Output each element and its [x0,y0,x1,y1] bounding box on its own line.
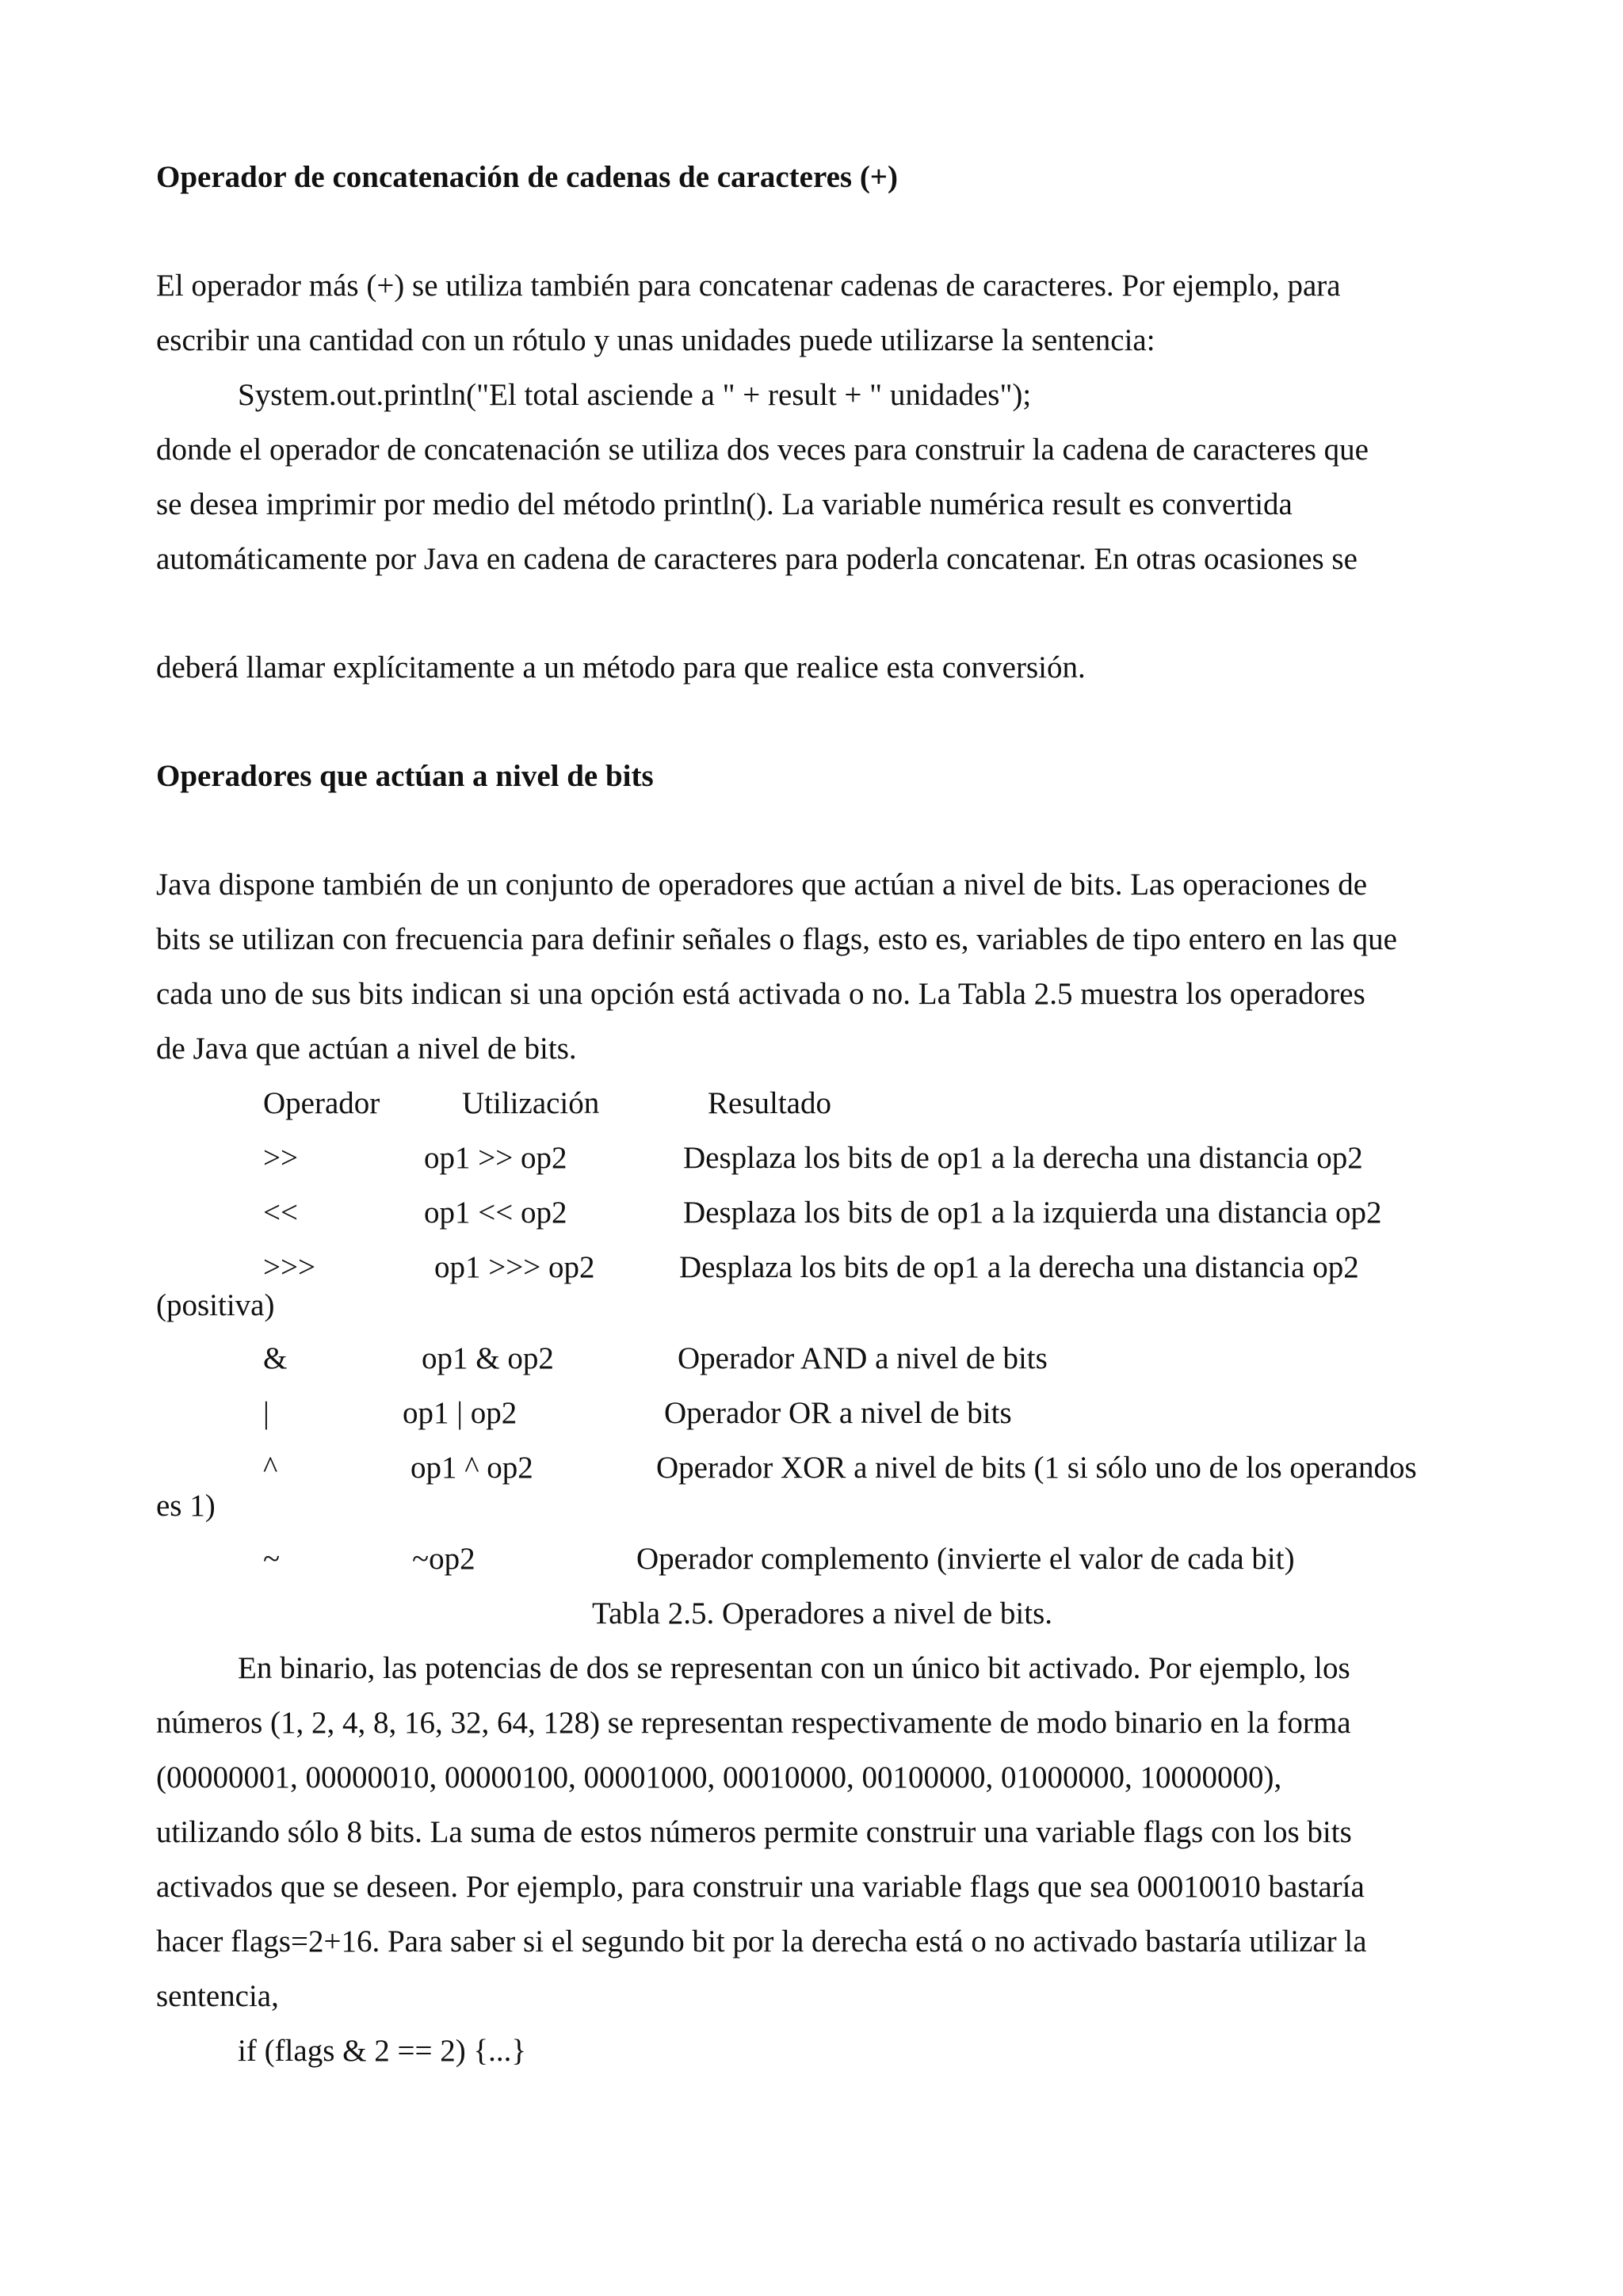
paragraph-line: sentencia, [156,1979,279,2013]
table-cell-result: Operador complemento (invierte el valor de cada bit) [636,1542,1295,1576]
paragraph-line: utilizando sólo 8 bits. La suma de estos números permite construir una variable flags con los bits [156,1815,1352,1849]
paragraph-line: donde el operador de concatenación se utiliza dos veces para construir la cadena de caracteres que [156,433,1369,467]
table-cell-operator: & [263,1341,288,1375]
table-cell-usage: op1 >>> op2 [434,1250,595,1284]
paragraph-line: En binario, las potencias de dos se representan con un único bit activado. Por ejemplo, los [238,1651,1350,1685]
code-line: if (flags & 2 == 2) {...} [238,2034,527,2068]
table-caption: Tabla 2.5. Operadores a nivel de bits. [592,1596,1053,1630]
paragraph-line: Java dispone también de un conjunto de operadores que actúan a nivel de bits. Las operaciones de [156,868,1368,902]
table-cell-result: Operador XOR a nivel de bits (1 si sólo uno de los operandos [656,1451,1417,1485]
table-cell-result: Operador AND a nivel de bits [678,1341,1048,1375]
table-header-utilizacion: Utilización [462,1086,600,1120]
table-cell-usage: op1 << op2 [424,1196,567,1230]
table-cell-result: Operador OR a nivel de bits [664,1396,1012,1430]
paragraph-line: se desea imprimir por medio del método println(). La variable numérica result es convertida [156,487,1293,521]
table-cell-operator: >>> [263,1250,315,1284]
table-cell-usage: ~op2 [412,1542,475,1576]
table-cell-usage: op1 & op2 [422,1341,554,1375]
table-cell-usage: op1 >> op2 [424,1141,567,1175]
table-cell-operator: ~ [263,1542,281,1576]
table-cell-result-wrap: (positiva) [156,1288,275,1322]
table-header-resultado: Resultado [708,1086,831,1120]
paragraph-line: deberá llamar explícitamente a un método para que realice esta conversión. [156,650,1086,685]
table-cell-usage: op1 ^ op2 [411,1451,533,1485]
paragraph-line: bits se utilizan con frecuencia para definir señales o flags, esto es, variables de tipo entero en las que [156,922,1397,956]
paragraph-line: de Java que actúan a nivel de bits. [156,1032,577,1066]
paragraph-line: hacer flags=2+16. Para saber si el segundo bit por la derecha está o no activado bastaría utilizar la [156,1924,1367,1958]
paragraph-line: cada uno de sus bits indican si una opción está activada o no. La Tabla 2.5 muestra los operadores [156,977,1365,1011]
table-cell-operator: | [263,1396,269,1430]
table-cell-result: Desplaza los bits de op1 a la derecha una distancia op2 [683,1141,1363,1175]
section-heading-concatenation: Operador de concatenación de cadenas de caracteres (+) [156,160,899,194]
table-cell-result: Desplaza los bits de op1 a la izquierda una distancia op2 [683,1196,1382,1230]
paragraph-line: automáticamente por Java en cadena de caracteres para poderla concatenar. En otras ocasiones se [156,542,1358,576]
table-cell-operator: << [263,1196,298,1230]
paragraph-line: (00000001, 00000010, 00000100, 00001000, 00010000, 00100000, 01000000, 10000000), [156,1760,1282,1794]
paragraph-line: El operador más (+) se utiliza también para concatenar cadenas de caracteres. Por ejemplo, para [156,269,1341,303]
paragraph-line: números (1, 2, 4, 8, 16, 32, 64, 128) se representan respectivamente de modo binario en la forma [156,1706,1351,1740]
paragraph-line: escribir una cantidad con un rótulo y unas unidades puede utilizarse la sentencia: [156,323,1155,357]
section-heading-bitwise: Operadores que actúan a nivel de bits [156,759,654,793]
table-cell-operator: >> [263,1141,298,1175]
paragraph-line: activados que se deseen. Por ejemplo, para construir una variable flags que sea 00010010 bastaría [156,1870,1365,1904]
table-cell-operator: ^ [263,1451,278,1485]
code-line: System.out.println("El total asciende a " + result + " unidades"); [238,378,1032,412]
table-header-operador: Operador [263,1086,380,1120]
table-cell-result: Desplaza los bits de op1 a la derecha una distancia op2 [679,1250,1359,1284]
table-cell-result-wrap: es 1) [156,1489,216,1523]
table-cell-usage: op1 | op2 [403,1396,517,1430]
